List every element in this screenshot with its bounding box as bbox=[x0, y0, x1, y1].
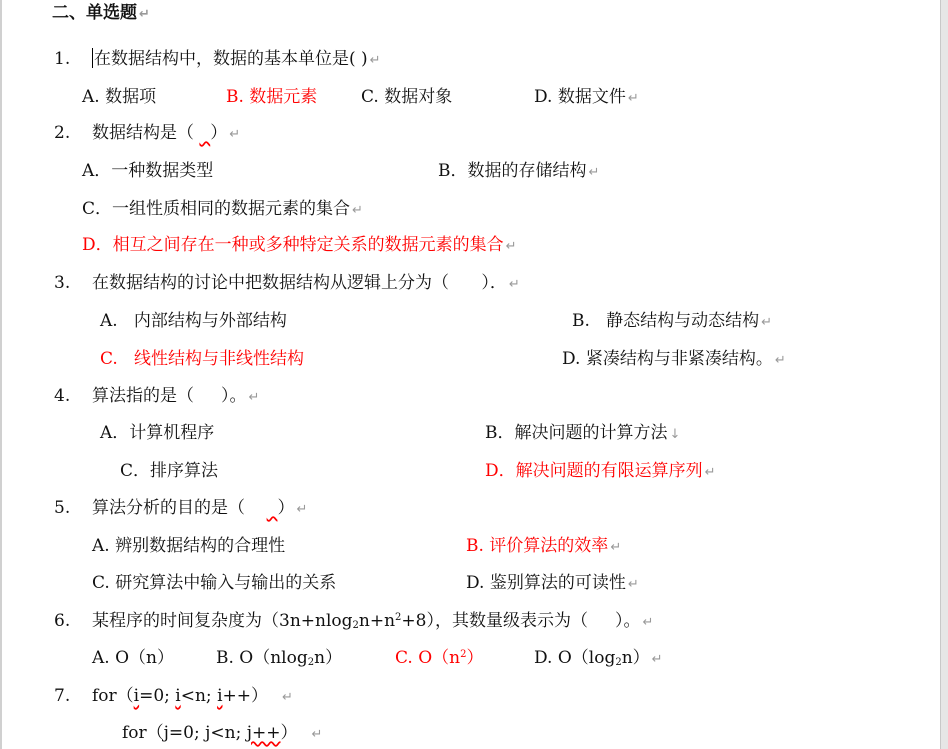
paragraph-mark-icon: ↵ bbox=[229, 127, 241, 142]
question-text: 在数据结构的讨论中把数据结构从逻辑上分为（ ）． bbox=[92, 273, 507, 293]
option-text: A. 数据项 bbox=[82, 87, 157, 107]
option-text: B. 数据元素 bbox=[226, 87, 318, 107]
q5-option-a[interactable] bbox=[92, 535, 285, 557]
question-number: 2. bbox=[54, 123, 71, 143]
code-text: for（ bbox=[92, 686, 134, 706]
option-text: A. O（n） bbox=[92, 648, 174, 668]
option-text: D．解决问题的有限运算序列 bbox=[485, 461, 703, 481]
question-4-stem[interactable] bbox=[54, 385, 259, 409]
paragraph-mark-icon: ↵ bbox=[774, 353, 786, 368]
q2-option-c[interactable] bbox=[82, 198, 363, 222]
question-text: 在数据结构中，数据的基本单位是( ) bbox=[94, 49, 368, 69]
question-3-stem[interactable] bbox=[54, 272, 520, 296]
spellcheck-underline: j++ bbox=[246, 723, 281, 743]
option-text: C. O（n bbox=[395, 648, 461, 668]
subscript: 2 bbox=[352, 620, 359, 631]
paragraph-mark-icon: ↵ bbox=[627, 577, 639, 592]
q1-option-d[interactable] bbox=[534, 86, 639, 110]
paragraph-mark-icon: ↵ bbox=[311, 727, 323, 742]
question-text: 算法分析的目的是（ bbox=[92, 498, 267, 518]
option-text: D. 鉴别算法的可读性 bbox=[466, 573, 626, 593]
option-text: B. 静态结构与动态结构 bbox=[572, 311, 760, 331]
option-text: B．数据的存储结构 bbox=[438, 161, 587, 181]
q2-option-d-answer[interactable] bbox=[82, 234, 517, 258]
question-text-mid: n+n bbox=[358, 611, 396, 631]
code-text: <n; bbox=[180, 686, 218, 706]
q1-option-b-answer[interactable] bbox=[226, 86, 317, 108]
question-number: 5. bbox=[54, 498, 71, 518]
option-text: A. 内部结构与外部结构 bbox=[100, 311, 287, 331]
paragraph-mark-icon: ↵ bbox=[352, 203, 363, 218]
q5-option-c[interactable] bbox=[92, 572, 336, 594]
code-text: =0; bbox=[139, 686, 176, 706]
page-right-edge bbox=[940, 0, 948, 749]
q6-option-b[interactable] bbox=[216, 647, 342, 669]
question-6-stem[interactable] bbox=[54, 610, 653, 634]
q5-option-b-answer[interactable] bbox=[466, 535, 621, 559]
paragraph-mark-icon: ↵ bbox=[651, 652, 663, 667]
subscript: 2 bbox=[307, 657, 315, 668]
question-7-line-2[interactable] bbox=[122, 722, 322, 746]
code-text: ） bbox=[280, 723, 298, 743]
q6-option-a[interactable] bbox=[92, 647, 174, 669]
option-text: D. O（log bbox=[534, 648, 616, 668]
question-text-end: ） bbox=[210, 123, 228, 143]
question-5-stem[interactable] bbox=[54, 497, 307, 521]
paragraph-mark-icon: ↵ bbox=[296, 502, 308, 517]
q3-option-a[interactable] bbox=[100, 310, 287, 332]
paragraph-mark-icon: ↵ bbox=[704, 465, 716, 480]
q5-option-d[interactable] bbox=[466, 572, 639, 596]
option-text: B. O（nlog bbox=[216, 648, 308, 668]
document-page[interactable] bbox=[2, 0, 940, 749]
q4-option-a[interactable] bbox=[100, 422, 214, 444]
question-text-end: ） bbox=[277, 498, 295, 518]
option-text: B．解决问题的计算方法 bbox=[485, 423, 668, 443]
q6-option-c-answer[interactable] bbox=[395, 647, 483, 669]
q6-option-d[interactable] bbox=[534, 647, 663, 671]
q2-option-b[interactable] bbox=[438, 160, 599, 184]
question-text: 算法指的是（ ）。 bbox=[92, 386, 247, 406]
option-text: C．一组性质相同的数据元素的集合 bbox=[82, 199, 351, 219]
paragraph-mark-icon: ↵ bbox=[282, 690, 293, 705]
option-text-end: n） bbox=[621, 648, 650, 668]
option-text-end: n） bbox=[314, 648, 343, 668]
q3-option-b[interactable] bbox=[572, 310, 772, 334]
section-heading bbox=[52, 2, 150, 26]
option-text: B. 评价算法的效率 bbox=[466, 536, 609, 556]
option-text: D. 数据文件 bbox=[534, 87, 626, 107]
paragraph-mark-icon: ↵ bbox=[505, 239, 517, 254]
code-text: for（j=0; j<n; bbox=[122, 723, 247, 743]
question-number: 6. bbox=[54, 611, 71, 631]
q4-option-d-answer[interactable] bbox=[485, 460, 716, 484]
paragraph-mark-icon: ↵ bbox=[369, 53, 381, 68]
spellcheck-underline bbox=[267, 498, 278, 518]
q3-option-c-answer[interactable] bbox=[100, 348, 304, 370]
q4-option-c[interactable] bbox=[120, 460, 218, 482]
option-text: A．一种数据类型 bbox=[82, 161, 214, 181]
question-1-stem[interactable] bbox=[54, 48, 381, 72]
option-text: A．计算机程序 bbox=[100, 423, 215, 443]
section-heading-text: 二、单选题 bbox=[52, 3, 137, 23]
question-text-end: +8），其数量级表示为（ ）。 bbox=[401, 611, 641, 631]
option-text: C．排序算法 bbox=[120, 461, 219, 481]
q4-option-b[interactable] bbox=[485, 422, 680, 446]
option-text: D. 紧凑结构与非紧凑结构。 bbox=[562, 349, 773, 369]
paragraph-mark-icon: ↵ bbox=[588, 165, 600, 180]
paragraph-mark-icon: ↵ bbox=[610, 540, 622, 555]
q2-option-a[interactable] bbox=[82, 160, 213, 182]
spellcheck-underline: i bbox=[217, 686, 223, 706]
line-break-mark-icon: ↓ bbox=[669, 427, 681, 442]
superscript: 2 bbox=[460, 649, 467, 660]
question-number: 4. bbox=[54, 386, 71, 406]
option-text: C. 数据对象 bbox=[361, 87, 453, 107]
paragraph-mark-icon: ↵ bbox=[248, 390, 260, 405]
option-text: C. 线性结构与非线性结构 bbox=[100, 349, 305, 369]
q1-option-a[interactable] bbox=[82, 86, 156, 108]
paragraph-mark-icon: ↵ bbox=[642, 615, 654, 630]
question-text: 数据结构是（ bbox=[92, 123, 200, 143]
question-2-stem[interactable] bbox=[54, 122, 240, 146]
option-text-end: ） bbox=[466, 648, 484, 668]
superscript: 2 bbox=[395, 612, 402, 623]
q1-option-c[interactable] bbox=[361, 86, 452, 108]
option-text: A. 辨别数据结构的合理性 bbox=[92, 536, 286, 556]
paragraph-mark-icon: ↵ bbox=[627, 91, 639, 106]
spellcheck-underline: i bbox=[133, 686, 140, 706]
subscript: 2 bbox=[615, 657, 622, 668]
question-number: 1. bbox=[54, 49, 71, 69]
question-number: 7. bbox=[54, 686, 71, 706]
q3-option-d[interactable] bbox=[562, 348, 786, 372]
paragraph-mark-icon: ↵ bbox=[139, 7, 150, 22]
code-text: ++） bbox=[222, 686, 268, 706]
question-number: 3. bbox=[54, 273, 71, 293]
text-cursor bbox=[92, 48, 93, 68]
option-text: D．相互之间存在一种或多种特定关系的数据元素的集合 bbox=[82, 235, 504, 255]
question-7-line-1[interactable] bbox=[54, 685, 293, 709]
option-text: C. 研究算法中输入与输出的关系 bbox=[92, 573, 337, 593]
spellcheck-underline: i bbox=[175, 686, 181, 706]
spellcheck-underline bbox=[199, 123, 210, 143]
question-text: 某程序的时间复杂度为（3n+nlog bbox=[92, 611, 353, 631]
paragraph-mark-icon: ↵ bbox=[761, 315, 773, 330]
paragraph-mark-icon: ↵ bbox=[508, 277, 520, 292]
